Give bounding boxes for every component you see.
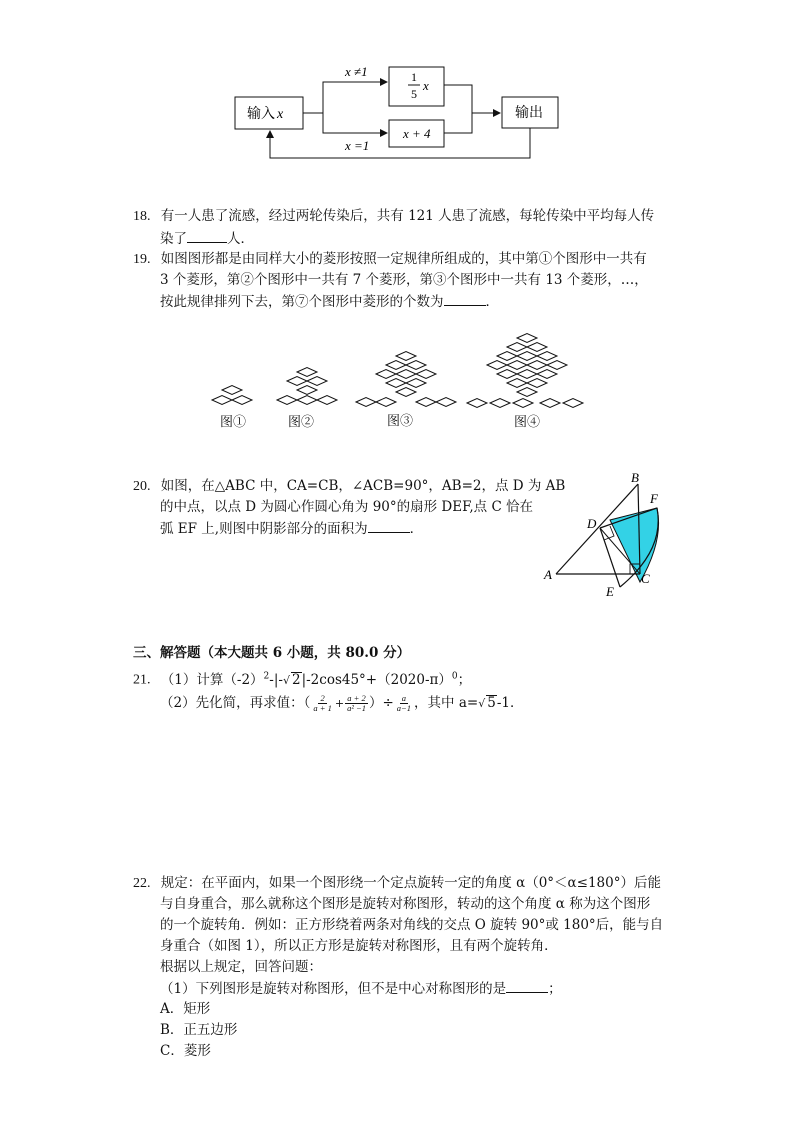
- question-22-line3: 的一个旋转角．例如：正方形绕着两条对角线的交点 O 旋转 90°或 180°后，能与自: [160, 917, 664, 933]
- flowchart-box-top-num: 1: [411, 70, 417, 84]
- flowchart-box-top-den: 5: [411, 87, 417, 101]
- rhombus-shape: [406, 361, 426, 370]
- rhombus-shape: [416, 398, 436, 407]
- rhombus-shape: [416, 370, 436, 379]
- question-22-line5: 根据以上规定，回答问题：: [160, 959, 322, 975]
- rhombus-shape: [517, 334, 537, 343]
- rhombus-shape: [212, 396, 232, 405]
- option-c[interactable]: C．菱形: [160, 1043, 211, 1059]
- question-number: 21.: [133, 672, 151, 688]
- question-number: 19.: [133, 252, 151, 267]
- point-label-B: B: [631, 470, 639, 485]
- rhombus-shape: [356, 398, 376, 407]
- rhombus-shape: [507, 361, 527, 370]
- rhombus-shape: [232, 396, 252, 405]
- q21-p1-sup2: 0: [451, 671, 458, 681]
- flowchart-diagram: [225, 60, 575, 170]
- rhombus-shape: [222, 386, 242, 395]
- q19-text-a: 按此规律排列下去，第⑦个图形中菱形的个数为: [160, 294, 444, 310]
- rhombus-shape: [537, 370, 557, 379]
- point-label-E: E: [606, 584, 614, 599]
- section-heading: 三、解答题（本大题共 6 小题，共 80.0 分）: [133, 645, 411, 661]
- flowchart-box-bottom-label: x + 4: [403, 126, 431, 141]
- rhombus-shape: [297, 386, 317, 395]
- flowchart-cond-top: x ≠1: [345, 64, 368, 79]
- option-b[interactable]: B．正五边形: [160, 1022, 238, 1038]
- fraction-3: [395, 694, 413, 713]
- rhombus-shape: [396, 370, 416, 379]
- rhombus-shape: [396, 352, 416, 361]
- q21-p1-d: ；: [457, 671, 472, 688]
- question-18: [133, 206, 654, 227]
- rhombus-shape: [547, 361, 567, 370]
- answer-blank[interactable]: [368, 518, 410, 533]
- q22-sub1-b: ；: [548, 981, 562, 997]
- q21-p1-a: （1）计算（-2）: [160, 671, 264, 688]
- question-number: 22.: [133, 876, 151, 891]
- flowchart-input-var: x: [277, 107, 284, 122]
- q21-p1-b: -|-: [269, 671, 283, 688]
- question-20: [133, 476, 565, 497]
- rhombus-shape: [527, 361, 547, 370]
- q21-p2-b: ）÷: [368, 695, 394, 711]
- answer-blank[interactable]: [187, 228, 227, 243]
- q21-p1-sup: 2: [263, 671, 270, 681]
- rhombus-shape: [507, 343, 527, 352]
- q21-part2: （2）先化简，再求值：（ $\frac{2}{a + 1}$ + $\frac{a + 2}{\text{a² −1}}$ ）÷ $\frac{a}{a-1}$ ，其中 a=√ 5-1．: [160, 693, 524, 713]
- question-21: [133, 666, 471, 691]
- rhombus-shape: [517, 370, 537, 379]
- question-22-line2: 与自身重合，那么就称这个图形是旋转对称图形，转动的这个角度 α 称为这个图形: [160, 896, 651, 912]
- shaded-region: [610, 508, 659, 582]
- fraction-2-den: a² −1: [347, 703, 366, 713]
- q21-part1: （1）计算$(-2)^2-|-√$ $2|-2\cos 45^\circ+(2020-\pi)^0$；: [160, 671, 472, 688]
- rhombus-shape: [563, 399, 583, 408]
- q21-p2-d: -1．: [496, 695, 524, 711]
- q18-text-a: 染了: [160, 231, 187, 247]
- question-22-line1: 规定：在平面内，如果一个图形绕一个定点旋转一定的角度 α（0°＜α≤180°）后能: [160, 875, 661, 891]
- q21-p1-c: |-2cos45°+（2020-π）: [301, 671, 452, 688]
- flowchart-output-label: 输出: [515, 106, 543, 121]
- fraction-1: [311, 694, 334, 713]
- fraction-3-den: a−1: [396, 703, 412, 713]
- q21-p2-sqrt: 5: [487, 695, 496, 711]
- rhombus-shape: [317, 396, 337, 405]
- fraction-1-den: a + 1: [313, 703, 332, 713]
- question-19: [133, 249, 647, 270]
- rhombus-shape: [297, 396, 317, 405]
- rhombus-shape: [376, 398, 396, 407]
- question-number: 20.: [133, 479, 151, 494]
- fraction-2-num: a + 2: [347, 693, 366, 703]
- question-19-line2: 3 个菱形，第②个图形中一共有 7 个菱形，第③个图形中一共有 13 个菱形，…，: [160, 272, 648, 288]
- question-22-line4: 身重合（如图 1），所以正方形是旋转对称图形，且有两个旋转角．: [160, 938, 558, 954]
- rhombus-shape: [386, 379, 406, 388]
- figure-label-4: 图④: [514, 415, 541, 430]
- rhombus-shape: [287, 377, 307, 386]
- rhombus-shape: [376, 370, 396, 379]
- q20-text-a: 弧 EF 上,则图中阴影部分的面积为: [160, 521, 368, 537]
- q20-text-b: ．: [409, 521, 424, 537]
- rhombus-shape: [517, 388, 537, 397]
- question-number: 18.: [133, 209, 151, 224]
- fraction-1-num: 2: [320, 693, 325, 703]
- flowchart-input-label: 输入: [247, 107, 275, 122]
- question-20-line1: 如图，在△ABC 中，CA=CB，∠ACB=90°，AB=2，点 D 为 AB: [160, 478, 566, 494]
- question-19-line3: [160, 291, 499, 313]
- point-label-F: F: [650, 491, 658, 506]
- rhombus-shape: [277, 396, 297, 405]
- question-19-line1: 如图图形都是由同样大小的菱形按照一定规律所组成的，其中第①个图形中一共有: [160, 251, 647, 267]
- q21-p1-sqrt: 2: [291, 671, 301, 688]
- flowchart-cond-bottom: x =1: [345, 138, 370, 153]
- rhombus-shape: [406, 379, 426, 388]
- point-label-C: C: [641, 571, 650, 586]
- q18-text-b: 人．: [227, 231, 254, 247]
- q19-text-b: ．: [485, 294, 499, 310]
- fraction-2: [345, 694, 368, 713]
- question-20-line3: [160, 518, 423, 540]
- q22-sub1-a: （1）下列图形是旋转对称图形，但不是中心对称图形的是: [160, 981, 507, 997]
- question-18-line1: 有一人患了流感，经过两轮传染后，共有 121 人患了流感，每轮传染中平均每人传: [160, 208, 655, 224]
- question-22-sub1: [160, 978, 562, 1000]
- rhombus-shape: [490, 399, 510, 408]
- rhombus-shape: [527, 379, 547, 388]
- rhombus-shape: [513, 399, 533, 408]
- rhombus-shape: [487, 361, 507, 370]
- rhombus-shape: [436, 398, 456, 407]
- plus-sign: +: [334, 697, 345, 710]
- option-a[interactable]: A．矩形: [160, 1001, 211, 1017]
- figure-label-1: 图①: [220, 415, 247, 430]
- point-label-D: D: [587, 516, 597, 531]
- rhombus-shape: [386, 361, 406, 370]
- q21-p2-c: ，其中 a=: [414, 695, 479, 711]
- rhombus-shape: [467, 399, 487, 408]
- figure-label-2: 图②: [288, 415, 315, 430]
- rhombus-shape: [297, 368, 317, 377]
- figure-label-3: 图③: [387, 414, 414, 429]
- question-18-line2: [160, 228, 254, 250]
- answer-blank[interactable]: [444, 291, 486, 306]
- q21-p2-a: （2）先化简，再求值：（: [160, 695, 311, 711]
- rhombus-shape: [517, 352, 537, 361]
- question-22: [133, 873, 661, 894]
- question-20-line2: 的中点，以点 D 为圆心作圆心角为 90°的扇形 DEF,点 C 恰在: [160, 499, 534, 515]
- rhombus-shape: [540, 399, 560, 408]
- rhombus-shape: [396, 388, 416, 397]
- point-label-A: A: [544, 567, 552, 582]
- rhombus-shape: [527, 343, 547, 352]
- rhombus-shape: [537, 352, 557, 361]
- geometry-figure-sector: [540, 470, 680, 605]
- answer-blank[interactable]: [506, 978, 548, 993]
- rhombus-shape: [507, 379, 527, 388]
- rhombus-shape: [497, 352, 517, 361]
- flowchart-box-top-var: x: [423, 78, 429, 93]
- fraction-3-num: a: [401, 693, 407, 703]
- rhombus-shape: [497, 370, 517, 379]
- rhombus-shape: [307, 377, 327, 386]
